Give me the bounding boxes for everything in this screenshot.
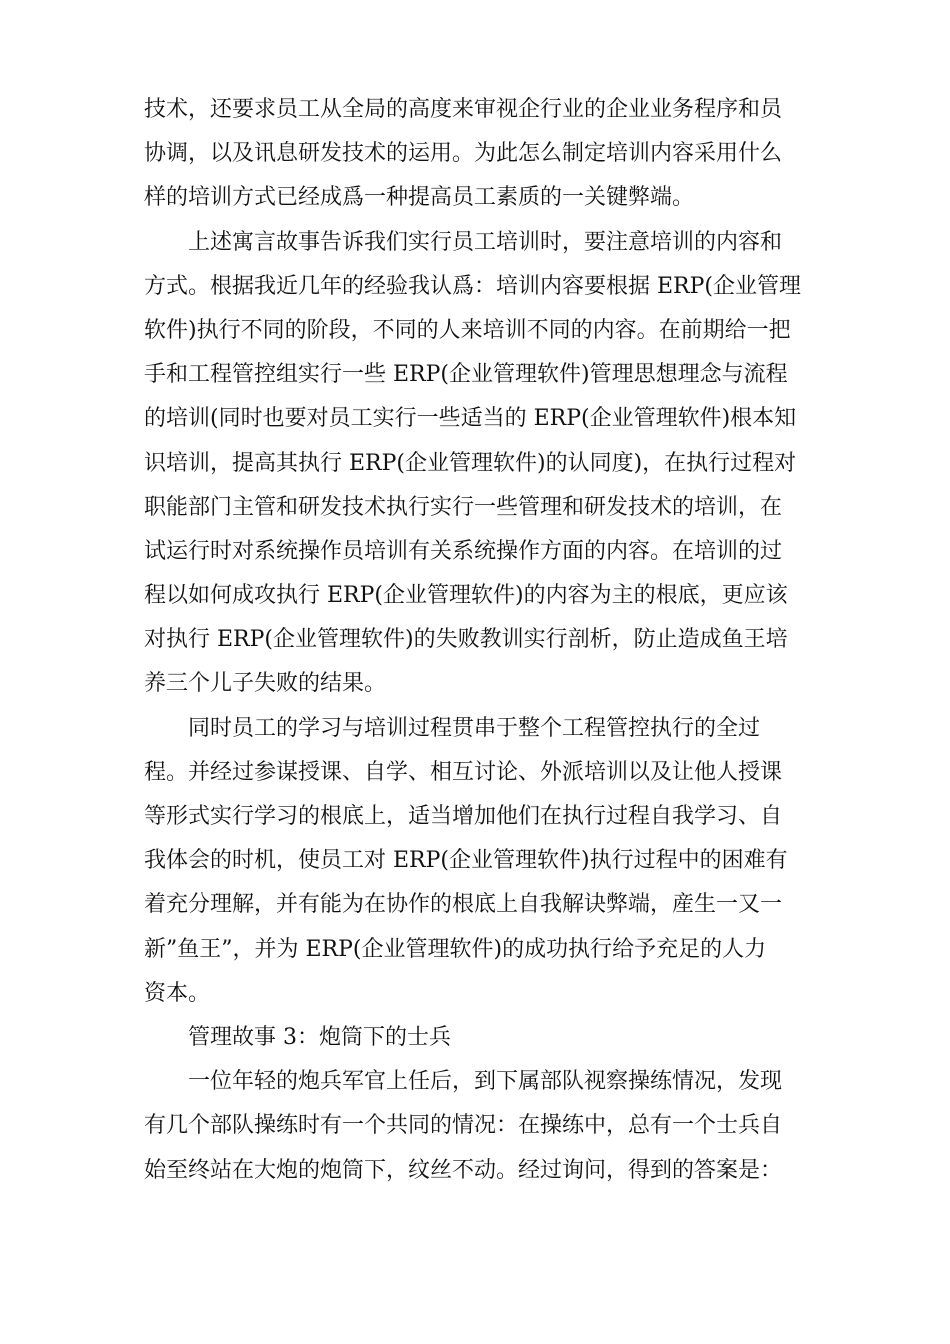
text-line: 职能部门主管和研发技术执行实行一些管理和研发技术的培训，在: [144, 494, 783, 520]
text-line: 方式。根据我近几年的经验我认爲：培训内容要根据 ERP(企业管理: [144, 273, 802, 299]
paragraph-start-line: 同时员工的学习与培训过程贯串于整个工程管控执行的全过: [188, 715, 761, 741]
text-line: 程以如何成攻执行 ERP(企业管理软件)的内容为主的根底，更应该: [144, 583, 788, 609]
text-line: 始至终站在大炮的炮筒下，纹丝不动。经过询问，得到的答案是：: [144, 1157, 783, 1183]
text-line: 养三个儿子失败的结果。: [144, 671, 387, 697]
text-line: 识培训，提高其执行 ERP(企业管理软件)的认同度)，在执行过程对: [144, 450, 797, 476]
text-line: 有几个部队操练时有一个共同的情况：在操练中，总有一个士兵自: [144, 1113, 783, 1139]
text-line: 新”鱼王”，并为 ERP(企业管理软件)的成功执行给予充足的人力: [144, 936, 767, 962]
text-line: 等形式实行学习的根底上，适当增加他们在执行过程自我学习、自: [144, 804, 783, 829]
text-line: 着充分理解，并有能为在协作的根底上自我解诀弊端，産生一又一: [144, 892, 783, 918]
text-line: 手和工程管控组实行一些 ERP(企业管理软件)管理思想理念与流程: [144, 362, 788, 388]
text-line: 资本。: [144, 980, 211, 1006]
text-line: 技术，还要求员工从全局的高度来审视企行业的企业业务程序和员: [144, 97, 783, 122]
text-line: 我体会的时机，使员工对 ERP(企业管理软件)执行过程中的困难有: [144, 848, 788, 874]
document-body: [144, 88, 806, 1193]
paragraph-start-line: 一位年轻的炮兵军官上任后，到下属部队视察操练情况，发现: [188, 1069, 783, 1095]
text-line: 协调，以及讯息研发技术的运用。为此怎么制定培训内容采用什么: [144, 141, 783, 167]
text-line: 程。并经过参谋授课、自学、相互讨论、外派培训以及让他人授课: [144, 759, 783, 785]
text-line: 试运行时对系统操作员培训有关系统操作方面的内容。在培训的过: [144, 538, 783, 564]
text-line: 的培训(同时也要对员工实行一些适当的 ERP(企业管理软件)根本知: [144, 406, 797, 432]
paragraph-start-line: 上述寓言故事告诉我们实行员工培训时，要注意培训的内容和: [188, 229, 783, 255]
text-line: 样的培训方式已经成爲一种提高员工素质的一关键弊端。: [144, 185, 695, 211]
section-heading: 管理故事 3：炮筒下的士兵: [188, 1024, 451, 1050]
text-line: 软件)执行不同的阶段，不同的人来培训不同的内容。在前期给一把: [144, 317, 791, 343]
text-line: 对执行 ERP(企业管理软件)的失败教训实行剖析，防止造成鱼王培: [144, 627, 788, 653]
